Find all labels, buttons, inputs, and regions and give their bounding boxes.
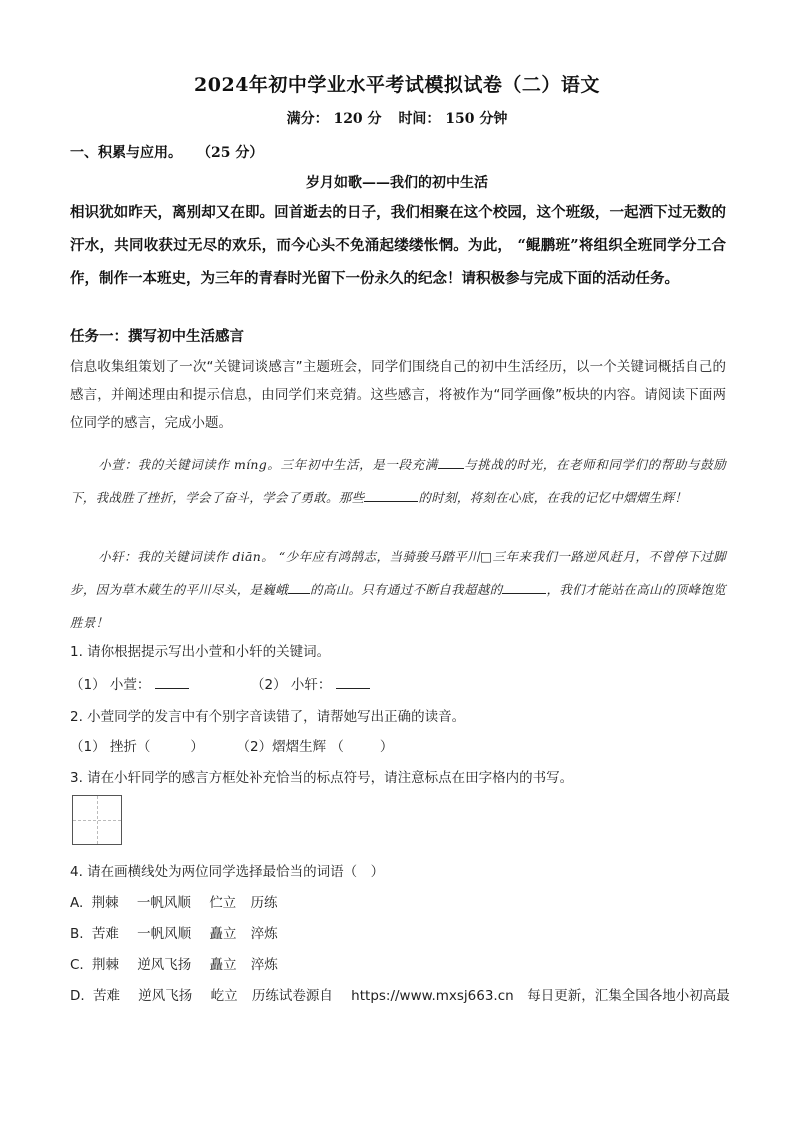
option-word: 逆风飞扬 <box>138 988 193 1004</box>
option-a[interactable] <box>70 891 277 911</box>
quote1-part-a: 小萱：我的关键词读作 míng。三年初中生活，是一段充满 <box>98 457 438 472</box>
option-b[interactable] <box>70 922 278 942</box>
quote2-part-b: 的高山。只有通过不断自我超越的 <box>310 582 503 597</box>
section-score: （25 分） <box>204 145 264 161</box>
full-marks: 满分： 120 分 <box>286 111 382 127</box>
option-label: B. <box>70 926 84 942</box>
intro-paragraph: 相识犹如昨天，离别却又在即。回首逝去的日子，我们相聚在这个校园，这个班级，一起洒下过无数的汗水，共同收获过无尽的欢乐，而今心头不免涌起缕缕怅惘。为此， “鲲鹏班”将组织全班同学分工合作，制作一本班史，为三年的青春时光留下一份永久的纪念！请积极参与完成下面的活动任务。 <box>70 204 726 287</box>
quote1-part-b: 与挑战的时光，在老师和同学们的帮助与鼓励下，我战胜了挫折，学会了奋斗，学会了勇敢。那些 <box>70 457 726 505</box>
q2-close-a: ） <box>190 739 204 755</box>
fill-blank[interactable] <box>364 487 418 502</box>
option-word: 淬炼 <box>250 926 278 942</box>
option-word: 历练试卷源自 <box>251 988 333 1004</box>
q1-xiaoxuan2-label: （2） 小轩： <box>250 677 332 693</box>
task-one-info: 信息收集组策划了一次“关键词谈感言”主题班会，同学们围绕自己的初中生活经历，以一个关键词概括自己的感言，并阐述理由和提示信息，由同学们来竞猜。这些感言，将被作为“同学画像”板块的内容。请阅读下面两位同学的感言，完成小题。 <box>70 359 726 431</box>
section-title: 一、积累与应用。 <box>70 145 182 161</box>
task-one-title: 任务一：撰写初中生活感言 <box>70 328 244 345</box>
option-c[interactable] <box>70 953 278 973</box>
option-word: 伫立 <box>209 895 237 911</box>
quote-xiaoxuan2 <box>70 540 726 639</box>
option-label: D. <box>70 988 85 1004</box>
option-word: 矗立 <box>209 957 237 973</box>
q2-close-b: ） <box>379 739 394 755</box>
q2-item-a: （1） 挫折（ <box>70 739 151 755</box>
source-watermark: https://www.mxsj663.cn 每日更新，汇集全国各地小初高最 <box>351 988 730 1004</box>
option-label: C. <box>70 957 84 973</box>
option-word: 荆棘 <box>92 957 120 973</box>
fill-blank[interactable] <box>288 579 310 594</box>
exam-meta <box>0 108 794 128</box>
option-word: 矗立 <box>209 926 237 942</box>
question-4: 4. 请在画横线处为两位同学选择最恰当的词语（ ） <box>70 864 385 880</box>
exam-time: 时间： 150 分钟 <box>398 111 508 127</box>
option-word: 淬炼 <box>250 957 278 973</box>
fill-blank[interactable] <box>438 454 464 469</box>
activity-theme: 岁月如歌——我们的初中生活 <box>306 175 488 191</box>
q1-xiaoxuan-label: （1） 小萱： <box>70 677 151 693</box>
option-label: A. <box>70 895 84 911</box>
q1-xiaoxuan2-blank[interactable] <box>336 674 370 689</box>
q2-item-b: （2）熠熠生辉 （ <box>236 739 344 755</box>
option-word: 苦难 <box>91 926 119 942</box>
quote-xiaoxuan <box>70 448 726 514</box>
option-word: 屹立 <box>210 988 238 1004</box>
question-1-answers <box>70 673 370 693</box>
exam-title: 2024年初中学业水平考试模拟试卷（二）语文 <box>194 74 600 96</box>
option-word: 逆风飞扬 <box>137 957 192 973</box>
quote2-part-c: ，我们才能站在高山的顶峰饱览胜景！ <box>70 582 726 630</box>
fill-blank[interactable] <box>502 579 546 594</box>
option-word: 荆棘 <box>91 895 119 911</box>
question-2-answers <box>70 735 393 755</box>
question-1: 1. 请你根据提示写出小萱和小轩的关键词。 <box>70 644 331 660</box>
option-d[interactable] <box>70 984 730 1004</box>
section-heading <box>70 142 263 162</box>
option-word: 苦难 <box>92 988 120 1004</box>
option-word: 一帆风顺 <box>136 895 191 911</box>
question-3: 3. 请在小轩同学的感言方框处补充恰当的标点符号，请注意标点在田字格内的书写。 <box>70 770 574 786</box>
tianzige-grid[interactable] <box>72 795 122 845</box>
quote1-part-c: 的时刻，将刻在心底，在我的记忆中熠熠生辉！ <box>418 490 688 505</box>
option-word: 一帆风顺 <box>137 926 192 942</box>
question-2: 2. 小萱同学的发言中有个别字音读错了，请帮她写出正确的读音。 <box>70 709 466 725</box>
option-word: 历练 <box>250 895 278 911</box>
q1-xiaoxuan-blank[interactable] <box>155 674 189 689</box>
quote2-part-a: 小轩：我的关键词读作 diān。 “少年应有鸿鹄志，当骑骏马踏平川□三年来我们一路逆风赶月，不曾停下过脚步，因为草木葳生的平川尽头，是巍峨 <box>70 549 726 597</box>
